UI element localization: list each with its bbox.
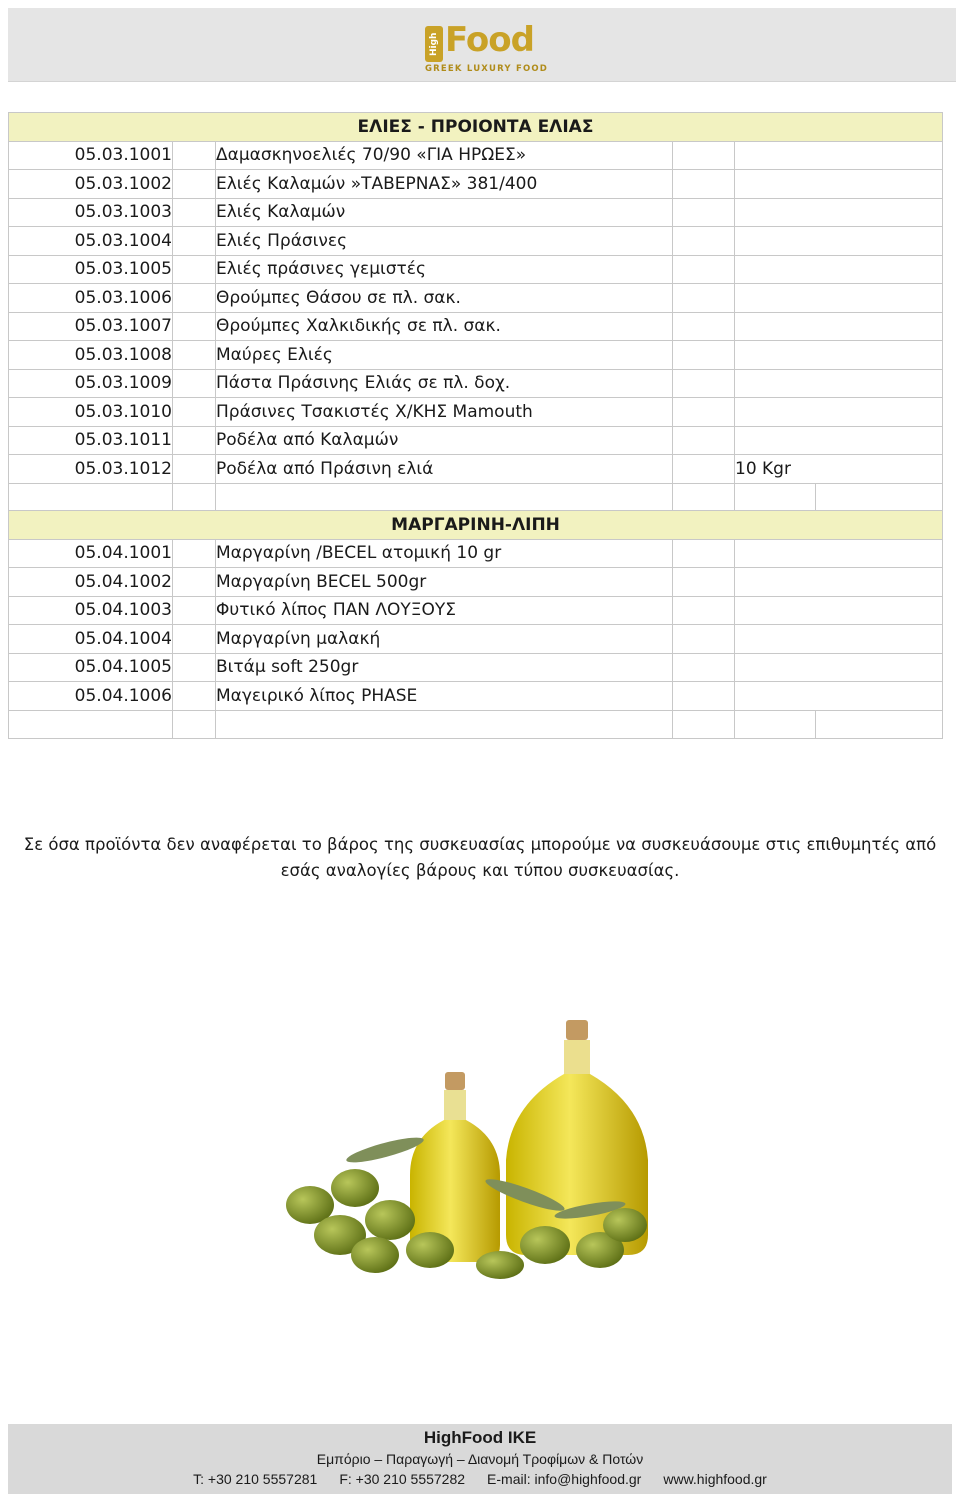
logo-food-wordmark: Food	[445, 20, 534, 60]
empty-cell	[173, 312, 216, 341]
product-name: Ροδέλα από Καλαμών	[216, 426, 673, 455]
empty-cell	[173, 341, 216, 370]
page-footer	[8, 1424, 952, 1494]
empty-cell	[673, 710, 735, 739]
product-row	[9, 455, 943, 484]
empty-cell	[673, 596, 735, 625]
logo-high-badge: High	[425, 26, 443, 62]
product-name: Ελιές Πράσινες	[216, 227, 673, 256]
product-name: Ελιές Καλαμών »ΤΑΒΕΡΝΑΣ» 381/400	[216, 170, 673, 199]
product-quantity	[735, 369, 943, 398]
empty-cell	[216, 710, 673, 739]
margarine-table	[8, 510, 943, 739]
product-row	[9, 682, 943, 711]
empty-cell	[673, 141, 735, 170]
empty-cell	[173, 398, 216, 427]
product-row	[9, 398, 943, 427]
empty-row	[9, 710, 943, 739]
product-row	[9, 255, 943, 284]
product-quantity	[735, 568, 943, 597]
product-row	[9, 170, 943, 199]
empty-cell	[173, 141, 216, 170]
empty-cell	[673, 568, 735, 597]
empty-cell	[173, 426, 216, 455]
product-name: Πράσινες Τσακιστές Χ/ΚΗΣ Mamouth	[216, 398, 673, 427]
product-quantity	[735, 596, 943, 625]
empty-cell	[673, 227, 735, 256]
footer-fax: F: +30 210 5557282	[339, 1471, 466, 1487]
product-quantity: 10 Kgr	[735, 455, 943, 484]
section-title-margarine: ΜΑΡΓΑΡΙΝΗ-ΛΙΠΗ	[9, 511, 943, 540]
product-row	[9, 568, 943, 597]
product-row	[9, 596, 943, 625]
empty-cell	[673, 284, 735, 313]
product-row	[9, 539, 943, 568]
product-quantity	[735, 539, 943, 568]
product-row	[9, 227, 943, 256]
empty-cell	[673, 426, 735, 455]
olives-table	[8, 112, 943, 512]
empty-cell	[673, 455, 735, 484]
empty-cell	[673, 170, 735, 199]
empty-cell	[9, 483, 173, 512]
product-code: 05.03.1001	[9, 141, 173, 170]
product-code: 05.04.1005	[9, 653, 173, 682]
product-name: Μαύρες Ελιές	[216, 341, 673, 370]
product-row	[9, 341, 943, 370]
section-title-olives: ΕΛΙΕΣ - ΠΡΟΙΟΝΤΑ ΕΛΙΑΣ	[9, 113, 943, 142]
empty-cell	[673, 625, 735, 654]
empty-cell	[173, 710, 216, 739]
product-name: Μαργαρίνη /BECEL ατομική 10 gr	[216, 539, 673, 568]
olive-oil-illustration	[270, 1010, 650, 1280]
empty-cell	[673, 682, 735, 711]
empty-cell	[173, 369, 216, 398]
product-quantity	[735, 141, 943, 170]
product-quantity	[735, 426, 943, 455]
product-quantity	[735, 255, 943, 284]
empty-cell	[173, 227, 216, 256]
empty-cell	[816, 483, 943, 512]
empty-cell	[673, 653, 735, 682]
product-quantity	[735, 312, 943, 341]
empty-cell	[673, 369, 735, 398]
empty-cell	[173, 198, 216, 227]
product-name: Πάστα Πράσινης Ελιάς σε πλ. δοχ.	[216, 369, 673, 398]
product-code: 05.04.1004	[9, 625, 173, 654]
product-code: 05.03.1011	[9, 426, 173, 455]
empty-cell	[673, 341, 735, 370]
logo-tagline: GREEK LUXURY FOOD	[425, 64, 549, 74]
empty-cell	[673, 255, 735, 284]
product-row	[9, 198, 943, 227]
packaging-note-line-2: εσάς αναλογίες βάρους και τύπου συσκευασίας.	[280, 861, 680, 880]
empty-cell	[173, 284, 216, 313]
product-name: Θρούμπες Θάσου σε πλ. σακ.	[216, 284, 673, 313]
product-quantity	[735, 227, 943, 256]
footer-website[interactable]: www.highfood.gr	[663, 1471, 767, 1487]
empty-cell	[735, 710, 816, 739]
product-row	[9, 369, 943, 398]
margarine-section-header-row	[9, 511, 943, 540]
empty-cell	[173, 568, 216, 597]
packaging-note	[10, 832, 950, 884]
empty-cell	[173, 255, 216, 284]
product-name: Ελιές πράσινες γεμιστές	[216, 255, 673, 284]
product-code: 05.03.1012	[9, 455, 173, 484]
product-code: 05.03.1004	[9, 227, 173, 256]
footer-email[interactable]: E-mail: info@highfood.gr	[487, 1471, 642, 1487]
product-code: 05.03.1005	[9, 255, 173, 284]
product-row	[9, 653, 943, 682]
product-name: Φυτικό λίπος ΠΑΝ ΛΟΥΞΟΥΣ	[216, 596, 673, 625]
product-quantity	[735, 398, 943, 427]
empty-cell	[173, 653, 216, 682]
product-row	[9, 312, 943, 341]
product-code: 05.03.1002	[9, 170, 173, 199]
product-quantity	[735, 653, 943, 682]
empty-cell	[173, 170, 216, 199]
product-quantity	[735, 170, 943, 199]
empty-cell	[816, 710, 943, 739]
product-code: 05.04.1001	[9, 539, 173, 568]
product-name: Ροδέλα από Πράσινη ελιά	[216, 455, 673, 484]
product-quantity	[735, 682, 943, 711]
product-quantity	[735, 284, 943, 313]
empty-cell	[173, 625, 216, 654]
empty-cell	[735, 483, 816, 512]
empty-cell	[673, 483, 735, 512]
product-quantity	[735, 198, 943, 227]
product-code: 05.04.1003	[9, 596, 173, 625]
empty-cell	[9, 710, 173, 739]
product-row	[9, 141, 943, 170]
product-name: Μαργαρίνη μαλακή	[216, 625, 673, 654]
product-code: 05.03.1006	[9, 284, 173, 313]
empty-cell	[673, 398, 735, 427]
product-row	[9, 284, 943, 313]
highfood-logo	[423, 22, 553, 78]
empty-cell	[216, 483, 673, 512]
empty-cell	[673, 539, 735, 568]
product-row	[9, 426, 943, 455]
empty-cell	[673, 312, 735, 341]
empty-cell	[173, 596, 216, 625]
page-header	[8, 8, 956, 82]
empty-cell	[173, 455, 216, 484]
footer-tagline: Εμπόριο – Παραγωγή – Διανομή Τροφίμων & Ποτών	[316, 1451, 644, 1467]
olives-section-header-row	[9, 113, 943, 142]
product-code: 05.03.1009	[9, 369, 173, 398]
product-name: Βιτάμ soft 250gr	[216, 653, 673, 682]
packaging-note-line-1: Σε όσα προϊόντα δεν αναφέρεται το βάρος της συσκευασίας μπορούμε να συσκευάσουμε στις επιθυμητές από	[23, 835, 937, 854]
empty-cell	[673, 198, 735, 227]
footer-contacts	[8, 1471, 952, 1487]
product-quantity	[735, 341, 943, 370]
product-name: Μαργαρίνη BECEL 500gr	[216, 568, 673, 597]
product-code: 05.04.1002	[9, 568, 173, 597]
empty-cell	[173, 682, 216, 711]
empty-cell	[173, 483, 216, 512]
product-code: 05.03.1007	[9, 312, 173, 341]
product-code: 05.03.1010	[9, 398, 173, 427]
product-name: Ελιές Καλαμών	[216, 198, 673, 227]
footer-company-name: HighFood IKE	[423, 1428, 537, 1447]
product-row	[9, 625, 943, 654]
product-code: 05.03.1008	[9, 341, 173, 370]
product-name: Θρούμπες Χαλκιδικής σε πλ. σακ.	[216, 312, 673, 341]
product-code: 05.04.1006	[9, 682, 173, 711]
product-quantity	[735, 625, 943, 654]
product-name: Μαγειρικό λίπος PHASE	[216, 682, 673, 711]
empty-row	[9, 483, 943, 512]
product-code: 05.03.1003	[9, 198, 173, 227]
empty-cell	[173, 539, 216, 568]
footer-phone: T: +30 210 5557281	[193, 1471, 318, 1487]
product-name: Δαμασκηνοελιές 70/90 «ΓΙΑ ΗΡΩΕΣ»	[216, 141, 673, 170]
